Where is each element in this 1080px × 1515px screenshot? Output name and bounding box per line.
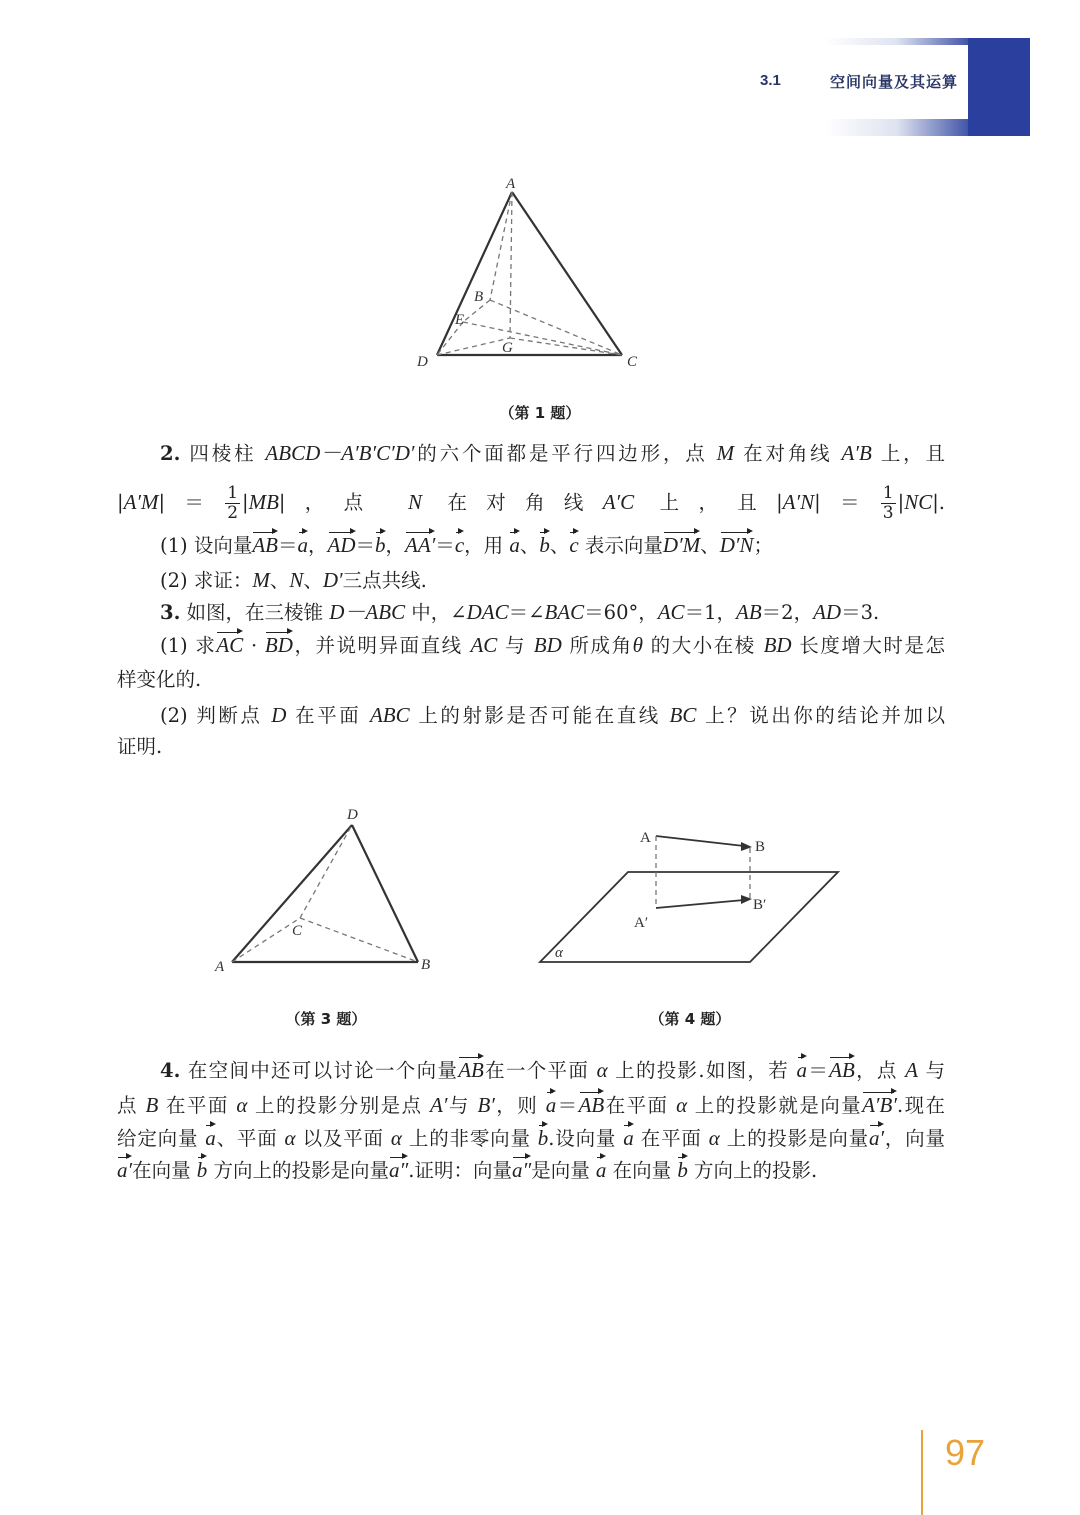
math-symbol: α <box>708 1126 720 1150</box>
math-symbol: A <box>905 1058 918 1082</box>
figure-1-tetrahedron <box>437 192 622 355</box>
text-run: 方向上的投影. <box>687 1159 818 1182</box>
math-symbol: AC <box>470 633 498 657</box>
vector-symbol: D′M <box>662 533 701 557</box>
point-label-C: C <box>627 354 638 370</box>
text-run: 在一个平面 <box>483 1059 597 1082</box>
point-label-A: A <box>640 830 651 846</box>
vector-symbol: a <box>623 1126 634 1150</box>
vector-symbol: a′ <box>117 1158 133 1182</box>
vector-symbol: b <box>537 1126 549 1150</box>
text-run: .设向量 <box>548 1127 624 1150</box>
vector-symbol: D′N <box>719 533 754 557</box>
text-run: ， <box>308 534 328 557</box>
text-run: 、 <box>519 534 540 557</box>
exercise-2-part-1 <box>160 531 945 560</box>
math-symbol: A′M <box>123 490 159 514</box>
math-symbol: D′ <box>322 568 343 592</box>
text-run: 给定向量 <box>117 1127 206 1150</box>
point-label-A: A <box>215 959 225 975</box>
exercise-3-part-1-line-1 <box>160 631 945 660</box>
text-run: 的大小在棱 <box>642 634 764 657</box>
vector-symbol: b <box>677 1158 688 1182</box>
vector-symbol: AB <box>578 1093 605 1117</box>
text-run: 是向量 <box>531 1159 596 1182</box>
vector-symbol: a″ <box>511 1158 532 1182</box>
text-run: 、 <box>269 569 290 592</box>
exercise-3-line-1 <box>160 598 945 627</box>
text-run: |. <box>932 491 945 514</box>
text-run: ，用 <box>464 534 510 557</box>
vector-symbol: b <box>196 1158 208 1182</box>
math-symbol: DAC <box>466 600 509 624</box>
section-title: 空间向量及其运算 <box>830 73 959 91</box>
denominator: 3 <box>882 503 894 523</box>
numerator: 1 <box>227 483 239 503</box>
text-run: ； <box>753 534 773 557</box>
text-run: 点 <box>117 1094 146 1117</box>
figure-3-labels <box>214 807 430 975</box>
text-run: 方向上的投影是向量 <box>207 1159 389 1182</box>
exercise-number: 4. <box>160 1059 181 1082</box>
exercise-4-line-3 <box>117 1124 945 1153</box>
text-run: ＝3. <box>841 601 880 624</box>
text-run: ，点 <box>854 1059 906 1082</box>
text-run: ＝ <box>556 1094 579 1117</box>
math-symbol: A′B <box>841 441 872 465</box>
text-run: 在对角线 <box>421 491 603 514</box>
text-run: 在空间中还可以讨论一个向量 <box>180 1059 459 1082</box>
text-run: 与 <box>497 634 534 657</box>
point-label-G: G <box>502 340 513 356</box>
point-label-A: A <box>506 176 516 192</box>
math-symbol: D－ABC <box>329 600 406 624</box>
figure-4-labels <box>555 830 766 961</box>
math-symbol: MB <box>248 490 279 514</box>
exercise-4-line-1 <box>160 1056 945 1085</box>
exercise-number: 2. <box>160 442 181 465</box>
math-symbol: B <box>145 1093 159 1117</box>
text-run: |，点 <box>278 491 408 514</box>
vector-symbol: c <box>569 533 579 557</box>
text-run: (1) 求 <box>160 634 217 657</box>
text-run: 上？说出你的结论并加以 <box>696 704 945 727</box>
math-symbol: α <box>676 1093 688 1117</box>
text-run: | <box>242 491 249 514</box>
text-run: · <box>243 634 265 657</box>
text-run: ＝ <box>807 1059 830 1082</box>
text-run: 上，且| <box>634 491 783 514</box>
text-run: 表示向量 <box>578 534 663 557</box>
text-run: ＝ <box>435 534 455 557</box>
math-symbol: B′ <box>477 1093 495 1117</box>
vector-symbol: AB <box>458 1058 484 1082</box>
math-symbol: BAC <box>544 600 585 624</box>
math-symbol: α <box>390 1126 402 1150</box>
math-symbol: D <box>271 703 287 727</box>
vector-symbol: AD <box>327 533 356 557</box>
exercise-2-line-2 <box>117 484 945 523</box>
vector-symbol: A′B′ <box>862 1093 897 1117</box>
text-run: 、 <box>549 534 570 557</box>
fraction <box>225 484 240 523</box>
math-symbol: A′C <box>602 490 635 514</box>
point-label-E: E <box>455 312 465 328</box>
text-run: ＝60°， <box>584 601 658 624</box>
text-run: 在向量 <box>606 1159 678 1182</box>
math-symbol: AD <box>813 600 842 624</box>
text-run: (2) 求证： <box>160 569 253 592</box>
vector-symbol: a′ <box>868 1126 885 1150</box>
math-symbol: N <box>289 568 304 592</box>
plane-label-alpha: α <box>555 945 563 961</box>
math-symbol: A′ <box>430 1093 448 1117</box>
text-run: 与 <box>918 1059 945 1082</box>
text-run: ，则 <box>494 1094 546 1117</box>
math-symbol: BD <box>533 633 562 657</box>
text-run: 与 <box>447 1094 478 1117</box>
point-label-A-prime: A′ <box>634 915 649 931</box>
vector-symbol: a <box>509 533 520 557</box>
text-run: 上的非零向量 <box>401 1127 538 1150</box>
vector-symbol: c <box>454 533 465 557</box>
vector-symbol: AC <box>216 633 244 657</box>
text-run: ＝ <box>277 534 298 557</box>
math-symbol: BD <box>763 633 792 657</box>
math-symbol: ABCD－A′B′C′D′ <box>265 441 415 465</box>
exercise-3-part-1-line-2 <box>117 666 945 694</box>
text-run: (1) 设向量 <box>160 534 253 557</box>
text-run: ，并说明异面直线 <box>292 634 471 657</box>
point-label-B-prime: B′ <box>753 897 767 913</box>
math-symbol: α <box>596 1058 608 1082</box>
point-label-B: B <box>421 957 431 973</box>
math-symbol: A′N <box>782 490 815 514</box>
text-run: ＝∠ <box>508 601 545 624</box>
figure-4-projection <box>540 836 838 962</box>
vector-symbol: a <box>595 1158 607 1182</box>
section-number: 3.1 <box>760 72 781 89</box>
text-run: 、 <box>700 534 720 557</box>
math-symbol: N <box>407 490 422 514</box>
text-run: 上的投影分别是点 <box>247 1094 431 1117</box>
text-run: 中，∠ <box>405 601 467 624</box>
text-run: 长度增大时是怎 <box>791 634 945 657</box>
page-number-divider <box>921 1430 923 1515</box>
text-run: .证明：向量 <box>408 1159 512 1182</box>
text-run: 、平面 <box>215 1127 285 1150</box>
text-run: 的六个面都是平行四边形，点 <box>414 442 717 465</box>
text-run: 上的射影是否可能在直线 <box>409 704 670 727</box>
page-number: 97 <box>945 1432 986 1473</box>
math-symbol: AB <box>736 600 762 624</box>
text-run: ＝ <box>355 534 376 557</box>
text-run: 、 <box>303 569 323 592</box>
vector-symbol: a″ <box>389 1158 409 1182</box>
exercise-3-part-2-line-1 <box>160 701 945 730</box>
point-label-B: B <box>755 839 766 855</box>
exercise-3-part-2-line-2 <box>117 733 945 761</box>
math-symbol: θ <box>632 633 643 657</box>
vector-symbol: AB <box>829 1058 855 1082</box>
text-run: ，向量 <box>884 1127 945 1150</box>
math-symbol: M <box>252 568 270 592</box>
vector-symbol: b <box>375 533 386 557</box>
math-symbol: NC <box>904 490 933 514</box>
text-run: ， <box>385 534 406 557</box>
text-run: ＝1， <box>684 601 736 624</box>
figure-1-labels <box>416 176 638 370</box>
text-run: 上的投影就是向量 <box>687 1094 863 1117</box>
numerator: 1 <box>882 483 894 503</box>
text-run: 上，且 <box>871 442 945 465</box>
text-run: | <box>897 491 905 514</box>
text-run: 在平面 <box>286 704 370 727</box>
figure-4-caption: （第 4 题） <box>649 1010 731 1028</box>
exercise-2-part-2 <box>160 566 945 595</box>
math-symbol: α <box>236 1093 248 1117</box>
vector-symbol: a <box>297 533 308 557</box>
text-run: 在向量 <box>132 1159 197 1182</box>
text-run: 如图，在三棱锥 <box>180 601 330 624</box>
figure-1-caption: （第 1 题） <box>499 404 581 422</box>
point-label-B: B <box>474 289 484 305</box>
math-symbol: ABC <box>369 703 410 727</box>
text-run: 在平面 <box>158 1094 237 1117</box>
vector-symbol: a <box>796 1058 808 1082</box>
vector-symbol: b <box>539 533 550 557</box>
text-run: 四棱柱 <box>180 442 266 465</box>
text-run: 证明. <box>117 735 163 758</box>
text-run: |＝ <box>814 491 879 514</box>
figure-3-caption: （第 3 题） <box>285 1010 367 1028</box>
figure-3-tetrahedron <box>232 825 418 962</box>
exercise-4-line-2 <box>117 1091 945 1120</box>
text-run: 上的投影是向量 <box>719 1127 869 1150</box>
text-run: 在对角线 <box>734 442 842 465</box>
text-run: 所成角 <box>561 634 633 657</box>
text-run: 以及平面 <box>295 1127 391 1150</box>
math-symbol: M <box>716 441 735 465</box>
vector-symbol: a <box>205 1126 216 1150</box>
point-label-D: D <box>347 807 358 823</box>
text-run: 上的投影.如图，若 <box>607 1059 797 1082</box>
vector-symbol: AB <box>252 533 278 557</box>
math-symbol: α <box>284 1126 296 1150</box>
denominator: 2 <box>227 503 239 523</box>
exercise-number: 3. <box>160 601 181 624</box>
vector-symbol: a <box>545 1093 557 1117</box>
vector-symbol: BD <box>264 633 293 657</box>
text-run: |＝ <box>158 491 224 514</box>
text-run: | <box>117 491 124 514</box>
exercise-2-line-1 <box>160 439 945 468</box>
fraction <box>881 484 896 523</box>
text-run: 在平面 <box>633 1127 709 1150</box>
vector-symbol: AA′ <box>405 533 436 557</box>
text-run: (2) 判断点 <box>160 704 272 727</box>
math-symbol: AC <box>657 600 685 624</box>
text-run: 三点共线. <box>342 569 427 592</box>
text-run: .现在 <box>896 1094 945 1117</box>
exercise-4-line-4 <box>117 1156 945 1185</box>
text-run: 在平面 <box>604 1094 677 1117</box>
point-label-D: D <box>417 354 428 370</box>
text-run: ＝2， <box>761 601 814 624</box>
text-run: 样变化的. <box>117 668 202 691</box>
point-label-C: C <box>292 923 303 939</box>
math-symbol: BC <box>669 703 697 727</box>
